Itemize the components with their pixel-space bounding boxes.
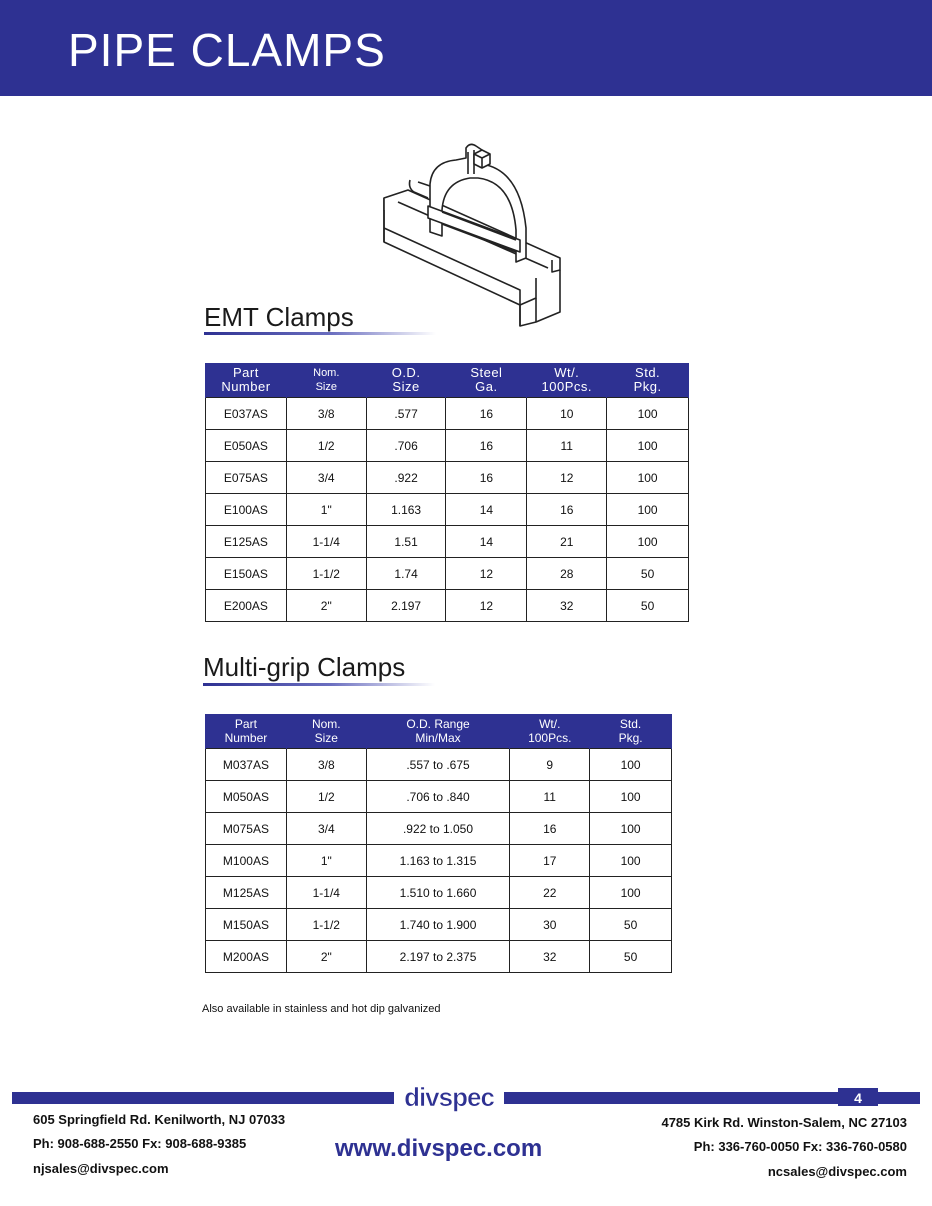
cell-part-number: E037AS <box>206 398 287 430</box>
emt-spec-table <box>205 363 689 622</box>
table-row <box>206 813 672 845</box>
cell-std-pkg: 100 <box>590 845 672 877</box>
cell-od-size: .706 <box>366 430 446 462</box>
cell-steel-ga: 14 <box>446 526 527 558</box>
cell-weight: 22 <box>510 877 590 909</box>
cell-steel-ga: 16 <box>446 398 527 430</box>
cell-std-pkg: 100 <box>590 749 672 781</box>
mg-col-nom-size: Nom. Size <box>286 714 366 749</box>
cell-weight: 32 <box>510 941 590 973</box>
table-row <box>206 845 672 877</box>
emt-header-row <box>206 363 689 398</box>
cell-std-pkg: 50 <box>590 909 672 941</box>
page-title: PIPE CLAMPS <box>68 24 386 76</box>
cell-weight: 16 <box>510 813 590 845</box>
cell-std-pkg: 100 <box>590 813 672 845</box>
table-row <box>206 462 689 494</box>
multigrip-header-row <box>206 714 672 749</box>
cell-std-pkg: 100 <box>607 526 689 558</box>
cell-nom-size: 3/4 <box>286 813 366 845</box>
cell-steel-ga: 12 <box>446 558 527 590</box>
divspec-logo-text: divspec <box>404 1082 494 1112</box>
nc-email[interactable]: ncsales@divspec.com <box>767 1164 907 1179</box>
cell-steel-ga: 12 <box>446 590 527 622</box>
cell-od-size: 2.197 <box>366 590 446 622</box>
cell-nom-size: 2" <box>286 590 366 622</box>
pipe-clamp-on-channel-illustration <box>370 140 570 330</box>
cell-std-pkg: 100 <box>590 877 672 909</box>
cell-od-range: .922 to 1.050 <box>366 813 510 845</box>
emt-col-od-size: O.D. Size <box>366 363 446 398</box>
cell-part-number: E050AS <box>206 430 287 462</box>
table-row <box>206 494 689 526</box>
cell-std-pkg: 50 <box>590 941 672 973</box>
cell-weight: 32 <box>527 590 607 622</box>
cell-part-number: M200AS <box>206 941 287 973</box>
cell-part-number: M037AS <box>206 749 287 781</box>
cell-nom-size: 3/4 <box>286 462 366 494</box>
nc-address: 4785 Kirk Rd. Winston-Salem, NC 27103 <box>661 1115 907 1130</box>
cell-nom-size: 1-1/2 <box>286 909 366 941</box>
cell-od-range: 1.740 to 1.900 <box>366 909 510 941</box>
cell-nom-size: 1/2 <box>286 781 366 813</box>
cell-std-pkg: 100 <box>590 781 672 813</box>
table-row <box>206 526 689 558</box>
cell-steel-ga: 14 <box>446 494 527 526</box>
cell-part-number: E125AS <box>206 526 287 558</box>
cell-weight: 12 <box>527 462 607 494</box>
cell-nom-size: 2" <box>286 941 366 973</box>
cell-od-range: 1.163 to 1.315 <box>366 845 510 877</box>
cell-od-size: 1.74 <box>366 558 446 590</box>
cell-part-number: E100AS <box>206 494 287 526</box>
cell-weight: 30 <box>510 909 590 941</box>
cell-weight: 9 <box>510 749 590 781</box>
cell-od-size: 1.163 <box>366 494 446 526</box>
cell-nom-size: 1-1/4 <box>286 877 366 909</box>
table-row <box>206 398 689 430</box>
multigrip-section-title: Multi-grip Clamps <box>203 652 406 682</box>
cell-std-pkg: 50 <box>607 558 689 590</box>
cell-std-pkg: 100 <box>607 398 689 430</box>
page-number: 4 <box>838 1088 878 1106</box>
title-banner <box>0 0 932 96</box>
table-row <box>206 558 689 590</box>
cell-weight: 10 <box>527 398 607 430</box>
cell-steel-ga: 16 <box>446 430 527 462</box>
mg-col-weight: Wt/. 100Pcs. <box>510 714 590 749</box>
cell-nom-size: 1-1/2 <box>286 558 366 590</box>
cell-nom-size: 3/8 <box>286 398 366 430</box>
cell-weight: 16 <box>527 494 607 526</box>
mg-col-part-number: Part Number <box>206 714 287 749</box>
cell-nom-size: 1" <box>286 494 366 526</box>
cell-part-number: M050AS <box>206 781 287 813</box>
mg-col-std-pkg: Std. Pkg. <box>590 714 672 749</box>
emt-col-nom-size: Nom. Size <box>286 363 366 398</box>
cell-part-number: E150AS <box>206 558 287 590</box>
cell-std-pkg: 100 <box>607 462 689 494</box>
cell-part-number: E200AS <box>206 590 287 622</box>
nj-address: 605 Springfield Rd. Kenilworth, NJ 07033 <box>33 1112 286 1127</box>
emt-section-title: EMT Clamps <box>204 302 354 332</box>
cell-std-pkg: 50 <box>607 590 689 622</box>
table-row <box>206 909 672 941</box>
table-row <box>206 590 689 622</box>
cell-weight: 28 <box>527 558 607 590</box>
table-row <box>206 941 672 973</box>
footer-bar-left <box>12 1092 394 1104</box>
cell-od-range: 2.197 to 2.375 <box>366 941 510 973</box>
multigrip-spec-table <box>205 714 672 973</box>
emt-col-steel-ga: Steel Ga. <box>446 363 527 398</box>
cell-nom-size: 1" <box>286 845 366 877</box>
cell-od-size: .922 <box>366 462 446 494</box>
cell-part-number: M100AS <box>206 845 287 877</box>
cell-nom-size: 1/2 <box>286 430 366 462</box>
cell-part-number: E075AS <box>206 462 287 494</box>
website-link[interactable]: www.divspec.com <box>335 1135 543 1162</box>
emt-col-part-number: Part Number <box>206 363 287 398</box>
cell-od-range: 1.510 to 1.660 <box>366 877 510 909</box>
cell-weight: 11 <box>527 430 607 462</box>
cell-std-pkg: 100 <box>607 430 689 462</box>
cell-weight: 17 <box>510 845 590 877</box>
nj-email[interactable]: njsales@divspec.com <box>33 1161 169 1176</box>
cell-steel-ga: 16 <box>446 462 527 494</box>
table-row <box>206 877 672 909</box>
availability-note: Also available in stainless and hot dip galvanized <box>202 1003 441 1015</box>
cell-weight: 11 <box>510 781 590 813</box>
cell-od-range: .557 to .675 <box>366 749 510 781</box>
emt-title-underline <box>204 332 436 335</box>
table-row <box>206 430 689 462</box>
cell-od-size: 1.51 <box>366 526 446 558</box>
emt-col-weight: Wt/. 100Pcs. <box>527 363 607 398</box>
cell-part-number: M075AS <box>206 813 287 845</box>
table-row <box>206 781 672 813</box>
emt-col-std-pkg: Std. Pkg. <box>607 363 689 398</box>
multigrip-title-underline <box>203 683 435 686</box>
cell-nom-size: 3/8 <box>286 749 366 781</box>
nc-phone-fax: Ph: 336-760-0050 Fx: 336-760-0580 <box>693 1139 907 1154</box>
cell-std-pkg: 100 <box>607 494 689 526</box>
mg-col-od-range: O.D. Range Min/Max <box>366 714 510 749</box>
cell-nom-size: 1-1/4 <box>286 526 366 558</box>
cell-weight: 21 <box>527 526 607 558</box>
cell-part-number: M150AS <box>206 909 287 941</box>
cell-part-number: M125AS <box>206 877 287 909</box>
cell-od-range: .706 to .840 <box>366 781 510 813</box>
cell-od-size: .577 <box>366 398 446 430</box>
table-row <box>206 749 672 781</box>
nj-phone-fax: Ph: 908-688-2550 Fx: 908-688-9385 <box>33 1136 247 1151</box>
divspec-logo <box>394 1082 504 1112</box>
